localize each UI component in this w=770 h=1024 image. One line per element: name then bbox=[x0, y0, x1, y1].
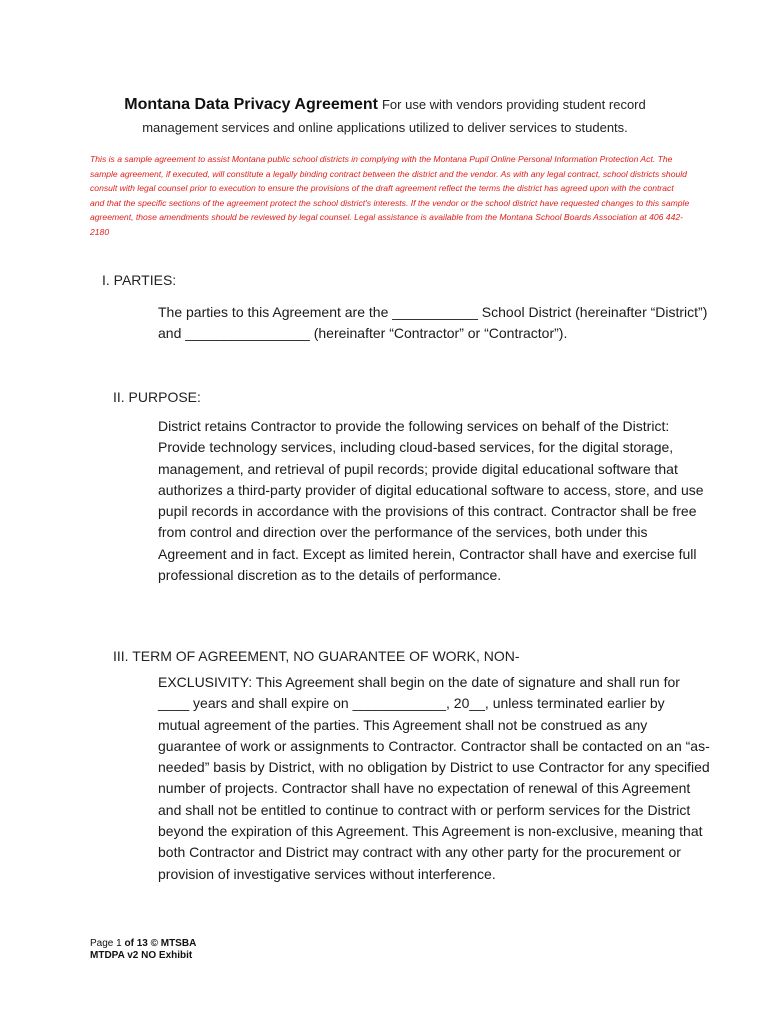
section-body-term: EXCLUSIVITY: This Agreement shall begin on the date of signature and shall run for ____ years and shall expire on ____________, 20__, unless terminated earlier by mutual agreement of the parties. This Agreement shall not be construed as any guarantee of work or assignments to Contractor. Contractor shall be contacted on an “as-needed” basis by District, with no obligation by District to use Contractor for any specified number of projects. Contractor shall have no expectation of renewal of this Agreement and shall not be entitled to continue to contract with or perform services for the District beyond the expiration of this Agreement. This Agreement is non-exclusive, meaning that both Contractor and District may contract with any other party for the procurement or provision of investigative services without interference. bbox=[158, 674, 710, 882]
document-subtitle-part2: management services and online applications utilized to deliver services to students. bbox=[142, 120, 628, 135]
sample-agreement-notice: This is a sample agreement to assist Montana public school districts in complying with the Montana Pupil Online Personal Information Protection Act. The sample agreement, if executed, will constitute a legally binding contract between the district and the vendor. As with any legal contract, school districts should consult with legal counsel prior to execution to ensure the provisions of the draft agreement reflect the terms the district has agreed upon with the contract and that the specific sections of the agreement protect the school district's interests. If the vendor or the school district have requested changes to this sample agreement, those amendments should be reviewed by legal counsel. Legal assistance is available from the Montana School Boards Association at 406 442-2180 bbox=[90, 154, 690, 237]
section-heading-purpose: II. PURPOSE: bbox=[113, 389, 201, 405]
page-total-copyright: of 13 © MTSBA bbox=[121, 938, 197, 949]
section-heading-term: III. TERM OF AGREEMENT, NO GUARANTEE OF WORK, NON- bbox=[113, 648, 520, 664]
section-body-purpose: District retains Contractor to provide the following services on behalf of the District: Provide technology services, including cloud-based services, for the digital storage, management, and retrieval of pupil records; provide digital educational software that authorizes a third-party provider of digital educational software to access, store, and use pupil records in accordance with the provisions of this contract. Contractor shall be free from control and direction over the performance of the services, both under this Agreement and in fact. Except as limited herein, Contractor shall have and exercise full professional discretion as to the details of performance. bbox=[158, 418, 704, 584]
document-title-line bbox=[0, 94, 770, 116]
document-title: Montana Data Privacy Agreement bbox=[124, 96, 378, 113]
section-body-parties: The parties to this Agreement are the ___________ School District (hereinafter “District”) and ________________ (hereinafter “Contractor” or “Contractor”). bbox=[158, 304, 708, 342]
document-id: MTDPA v2 NO Exhibit bbox=[90, 950, 193, 961]
page-number-current: 1 bbox=[116, 938, 122, 949]
page-number-line bbox=[90, 938, 196, 950]
page-label: Page bbox=[90, 938, 117, 949]
document-subtitle-part1: For use with vendors providing student record bbox=[381, 97, 646, 112]
page-footer bbox=[90, 938, 196, 962]
section-heading-parties: I. PARTIES: bbox=[102, 272, 177, 288]
